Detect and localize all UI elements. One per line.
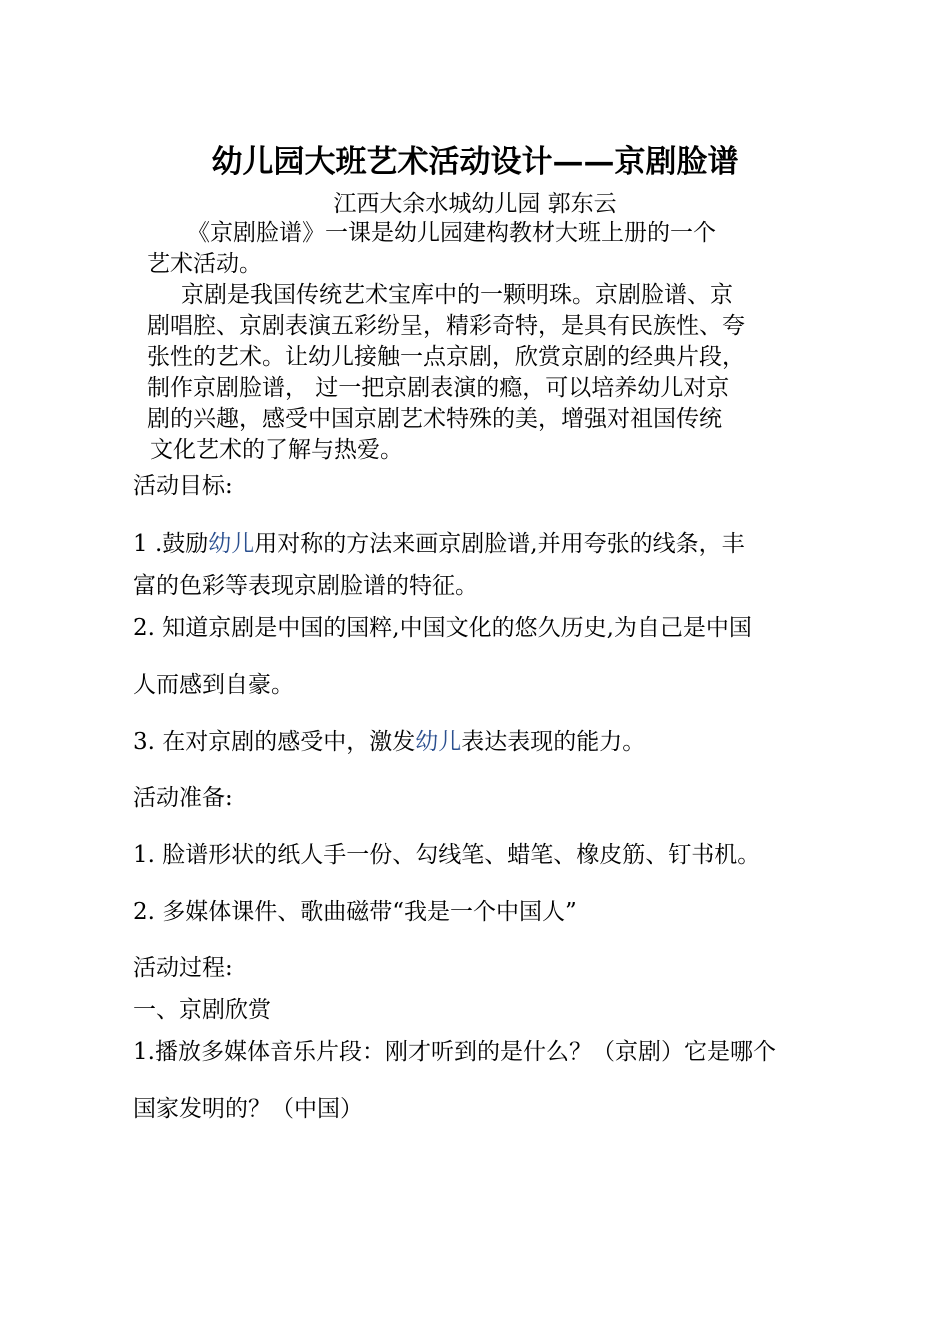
intro-line-6: 制作京剧脸谱， 过一把京剧表演的瘾，可以培养幼儿对京 (147, 375, 730, 401)
goal-1-highlight: 幼儿 (208, 531, 255, 557)
goal-1-rest: 用对称的方法来画京剧脸谱,并用夸张的线条，丰 (254, 531, 745, 557)
process-section-1: 一、京剧欣赏 (133, 997, 271, 1023)
goal-1-line-1 (133, 528, 745, 560)
process-step-1-line-2: 国家发明的？（中国） (133, 1096, 363, 1122)
goal-2-line-2: 人而感到自豪。 (133, 672, 294, 698)
process-step-1-line-1: 1.播放多媒体音乐片段：刚才听到的是什么？（京剧）它是哪个 (133, 1039, 776, 1065)
prep-item-1: 1. 脸谱形状的纸人手一份、勾线笔、蜡笔、橡皮筋、钉书机。 (133, 842, 761, 868)
prep-heading: 活动准备: (133, 785, 233, 811)
process-heading: 活动过程: (133, 955, 233, 981)
goal-3 (133, 726, 645, 758)
goal-1-prefix: 1 .鼓励 (133, 531, 209, 557)
intro-line-7: 剧的兴趣，感受中国京剧艺术特殊的美，增强对祖国传统 (147, 406, 722, 432)
intro-line-2: 艺术活动。 (147, 251, 262, 277)
goal-2-line-1: 2. 知道京剧是中国的国粹,中国文化的悠久历史,为自己是中国 (133, 615, 752, 641)
goals-heading: 活动目标: (133, 473, 233, 499)
goal-3-prefix: 3. 在对京剧的感受中，激发 (133, 729, 416, 755)
intro-line-5: 张性的艺术。让幼儿接触一点京剧，欣赏京剧的经典片段， (147, 344, 745, 370)
intro-line-1: 《京剧脸谱》一课是幼儿园建构教材大班上册的一个 (187, 220, 716, 246)
intro-line-3: 京剧是我国传统艺术宝库中的一颗明珠。京剧脸谱、京 (181, 282, 733, 308)
intro-line-4: 剧唱腔、京剧表演五彩纷呈，精彩奇特，是具有民族性、夸 (147, 313, 745, 339)
author-line: 江西大余水城幼儿园 郭东云 (333, 191, 617, 217)
intro-line-8: 文化艺术的了解与热爱。 (150, 437, 403, 463)
goal-3-highlight: 幼儿 (415, 729, 462, 755)
goal-3-rest: 表达表现的能力。 (461, 729, 646, 755)
document-title: 幼儿园大班艺术活动设计——京剧脸谱 (211, 144, 739, 180)
goal-1-line-2: 富的色彩等表现京剧脸谱的特征。 (133, 573, 478, 599)
prep-item-2: 2. 多媒体课件、歌曲磁带“我是一个中国人” (133, 899, 577, 925)
